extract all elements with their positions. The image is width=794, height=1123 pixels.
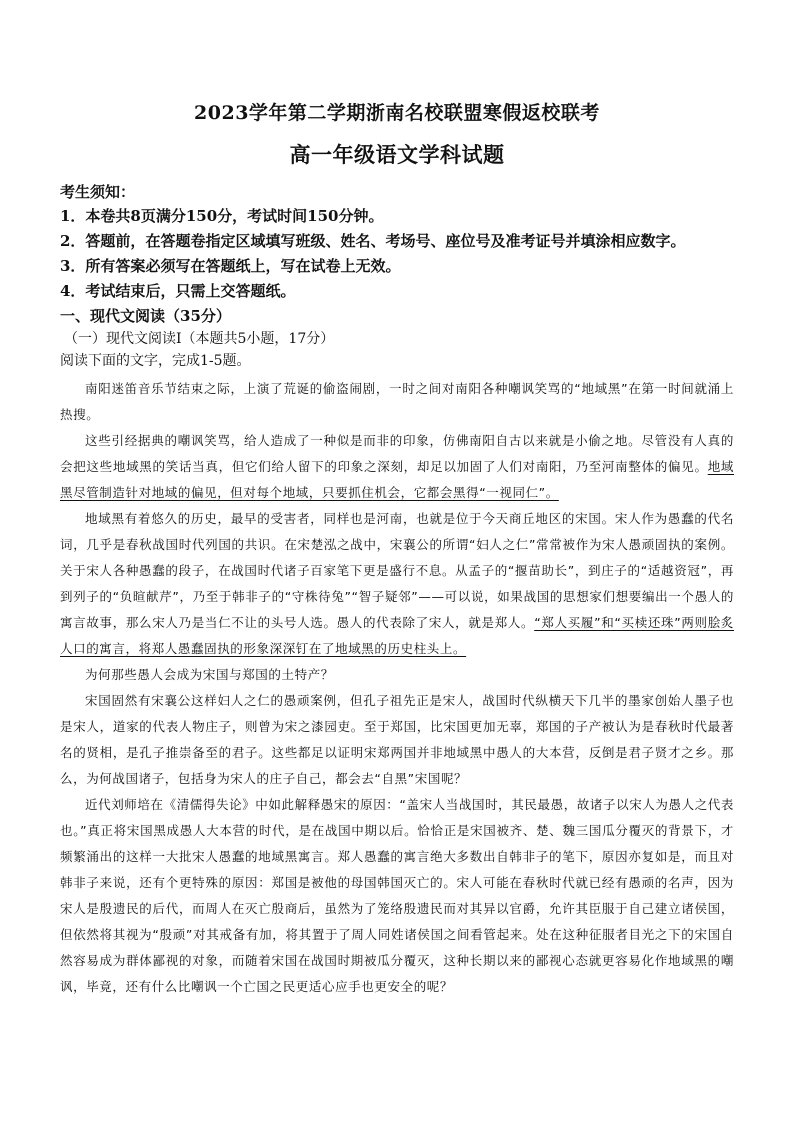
- notice-heading: 考生须知：: [60, 183, 136, 201]
- exam-subtitle: 高一年级语文学科试题: [289, 142, 505, 167]
- passage-paragraph-3-underlined: “郑人买履”和“买椟还珠”两则脍炙人口的寓言，将郑人愚蠢固执的形象深深钉在了地域黑的历史柱头上。: [60, 615, 735, 656]
- exam-title: 2023学年第二学期浙南名校联盟寒假返校联考: [194, 102, 600, 124]
- passage-paragraph-5: 宋国固然有宋襄公这样妇人之仁的愚顽案例，但孔子祖先正是宋人，战国时代纵横天下几半的墨家创始人墨子也是宋人，道家的代表人物庄子，则曾为宋之漆园吏。至于郑国，比宋国更加无辜，郑国的子产被认为是春秋时代最著名的贤相，是孔子推崇备至的君子。这些都足以证明宋郑两国并非地域黑中愚人的大本营，反倒是君子贤才之乡。那么，为何战国诸子，包括身为宋人的庄子自己，都会去“自黑”宋国呢？: [60, 693, 734, 786]
- passage-paragraph-2-underlined: 地域黑尽管制造针对地域的偏见，但对每个地域，只要抓住机会，它都会黑得“一视同仁”。: [60, 459, 735, 500]
- reading-instruction: 阅读下面的文字，完成1-5题。: [60, 353, 251, 369]
- notice-item-2: 2．答题前，在答题卷指定区域填写班级、姓名、考场号、座位号及准考证号并填涂相应数字。: [60, 232, 686, 250]
- passage-paragraph-3: [60, 506, 734, 662]
- notice-item-1: 1．本卷共8页满分150分，考试时间150分钟。: [60, 207, 384, 225]
- passage-paragraph-2: [60, 428, 734, 506]
- notice-item-3: 3．所有答案必须写在答题纸上，写在试卷上无效。: [60, 257, 401, 275]
- section-subheading: （一）现代文阅读Ⅰ（本题共5小题，17分）: [64, 331, 335, 347]
- section-heading: 一、现代文阅读（35分）: [60, 307, 231, 325]
- passage-paragraph-6: 近代刘师培在《清儒得失论》中如此解释愚宋的原因：“盖宋人当战国时，其民最愚，故诸子以宋人为愚人之代表也。”真正将宋国黑成愚人大本营的时代，是在战国中期以后。恰恰正是宋国被齐、楚、魏三国瓜分覆灭的背景下，才频繁涌出的这样一大批宋人愚蠢的地域黑寓言。郑人愚蠢的寓言绝大多数出自韩非子的笔下，原因亦复如是，而且对韩非子来说，还有个更特殊的原因：郑国是被他的母国韩国灭亡的。宋人可能在春秋时代就已经有愚顽的名声，因为宋人是殷遗民的后代，而周人在灭亡殷商后，虽然为了笼络殷遗民而对其异以官爵，允许其臣服于自己建立诸侯国，但依然将其视为“殷顽”对其戒备有加，将其置于了周人同姓诸侯国之间看管起来。处在这种征服者目光之下的宋国自然容易成为群体鄙视的对象，而随着宋国在战国时期被瓜分覆灭，这种长期以来的鄙视心态就更容易化作地域黑的嘲讽，毕竟，还有什么比嘲讽一个亡国之民更适心应手也更安全的呢？: [60, 797, 734, 994]
- passage-paragraph-4: 为何那些愚人会成为宋国与郑国的土特产？: [85, 667, 334, 682]
- passage-paragraph-1: 南阳迷笛音乐节结束之际，上演了荒诞的偷盗闹剧，一时之间对南阳各种嘲讽笑骂的“地域黑”在第一时间就涌上热搜。: [60, 381, 734, 422]
- passage-paragraph-3-text: 地域黑有着悠久的历史，最早的受害者，同样也是河南，也就是位于今天商丘地区的宋国。宋人作为愚蠢的代名词，几乎是春秋战国时代列国的共识。在宋楚泓之战中，宋襄公的所谓“妇人之仁”常常被作为宋人愚顽固执的案例。关于宋人各种愚蠢的段子，在战国时代诸子百家笔下更是盛行不息。从孟子的“揠苗助长”，到庄子的“适越资冠”，再到列子的“负暄献芹”，乃至于韩非子的“守株待兔”“智子疑邻”——可以说，如果战国的思想家们想要编出一个愚人的寓言故事，那么宋人乃是当仁不让的头号人选。愚人的代表除了宋人，就是郑人。: [60, 511, 734, 630]
- reading-passage: [60, 376, 734, 1000]
- passage-paragraph-2-text: 这些引经据典的嘲讽笑骂，给人造成了一种似是而非的印象，仿佛南阳自古以来就是小偷之地。尽管没有人真的会把这些地域黑的笑话当真，但它们给人留下的印象之深刻，却足以加固了人们对南阳，乃至河南整体的偏见。: [60, 433, 734, 474]
- notice-item-4: 4．考试结束后，只需上交答题纸。: [60, 282, 296, 300]
